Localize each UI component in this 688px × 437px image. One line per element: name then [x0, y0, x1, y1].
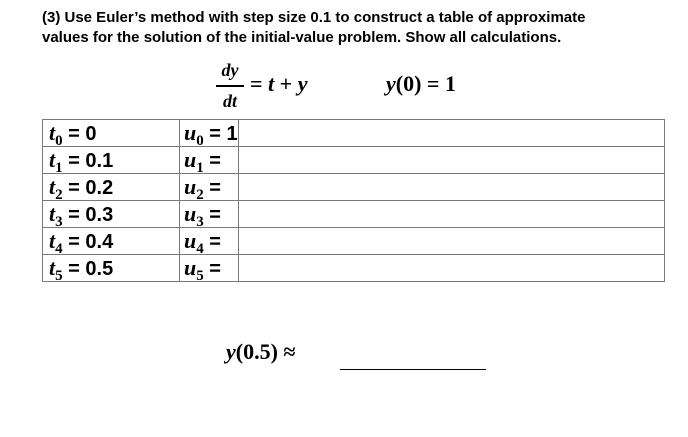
ic-function: y: [386, 71, 396, 96]
approx-sign: ≈: [283, 339, 296, 364]
u-subscript: 1: [196, 160, 204, 176]
final-answer: [226, 339, 296, 365]
table-row: [43, 228, 665, 255]
rhs-y: y: [297, 71, 308, 96]
calculation-cell[interactable]: [238, 255, 664, 282]
u-variable: u: [184, 201, 197, 226]
approximation-cell: [180, 147, 239, 174]
u-value: =: [203, 204, 221, 226]
equals-sign: =: [250, 71, 263, 96]
problem-line-1: (3) Use Euler’s method with step size 0.1 to construct a table of approximate: [42, 9, 586, 26]
table-row: [43, 174, 665, 201]
euler-table: [42, 119, 665, 282]
time-cell: [43, 174, 180, 201]
u-value: =: [203, 231, 221, 253]
t-variable: t: [49, 228, 56, 253]
t-value: = 0.3: [62, 204, 114, 226]
u-value: = 1: [203, 123, 238, 145]
approximation-cell: [180, 201, 239, 228]
t-value: = 0.5: [62, 258, 114, 280]
answer-function: y: [226, 339, 236, 364]
u-value: =: [203, 177, 221, 199]
rhs-t: t: [268, 71, 275, 96]
problem-line-2: values for the solution of the initial-value problem. Show all calculations.: [42, 29, 562, 46]
fraction-numerator: dy: [221, 60, 239, 80]
differential-equation: [0, 58, 688, 114]
u-variable: u: [184, 174, 197, 199]
t-subscript: 1: [55, 160, 63, 176]
t-variable: t: [49, 174, 56, 199]
time-cell: [43, 255, 180, 282]
answer-blank-line[interactable]: [340, 369, 486, 370]
u-variable: u: [184, 228, 197, 253]
table-row: [43, 147, 665, 174]
t-variable: t: [49, 201, 56, 226]
time-cell: [43, 120, 180, 147]
time-cell: [43, 228, 180, 255]
initial-condition: [386, 71, 456, 97]
u-subscript: 3: [196, 214, 204, 230]
fraction-bar: [216, 85, 244, 87]
approximation-cell: [180, 174, 239, 201]
u-subscript: 0: [196, 133, 204, 149]
derivative-fraction: [216, 58, 244, 113]
t-subscript: 4: [55, 241, 63, 257]
table-row: [43, 255, 665, 282]
table-row: [43, 120, 665, 147]
u-subscript: 2: [196, 187, 204, 203]
approximation-cell: [180, 120, 239, 147]
calculation-cell[interactable]: [238, 174, 664, 201]
t-variable: t: [49, 147, 56, 172]
ic-value: 1: [444, 71, 456, 96]
u-variable: u: [184, 147, 197, 172]
u-variable: u: [184, 120, 197, 145]
t-value: = 0.4: [62, 231, 114, 253]
t-value: = 0: [62, 123, 97, 145]
calculation-cell[interactable]: [238, 147, 664, 174]
euler-table-body: [43, 120, 665, 282]
plus-sign: +: [279, 71, 293, 96]
approximation-cell: [180, 228, 239, 255]
ic-equals-sign: =: [426, 71, 440, 96]
time-cell: [43, 147, 180, 174]
t-value: = 0.1: [62, 150, 114, 172]
fraction-denominator: dt: [222, 91, 237, 111]
calculation-cell[interactable]: [238, 120, 664, 147]
t-value: = 0.2: [62, 177, 114, 199]
t-variable: t: [49, 255, 56, 280]
u-subscript: 5: [196, 268, 204, 284]
time-cell: [43, 201, 180, 228]
t-subscript: 0: [55, 133, 63, 149]
approximation-cell: [180, 255, 239, 282]
u-subscript: 4: [196, 241, 204, 257]
t-subscript: 5: [55, 268, 63, 284]
u-variable: u: [184, 255, 197, 280]
ic-argument: (0): [395, 71, 422, 96]
problem-statement: [42, 8, 682, 48]
u-value: =: [203, 258, 221, 280]
equation-rhs: [250, 71, 307, 97]
t-subscript: 2: [55, 187, 63, 203]
t-variable: t: [49, 120, 56, 145]
t-subscript: 3: [55, 214, 63, 230]
u-value: =: [203, 150, 221, 172]
answer-argument: (0.5): [235, 339, 278, 364]
calculation-cell[interactable]: [238, 228, 664, 255]
calculation-cell[interactable]: [238, 201, 664, 228]
table-row: [43, 201, 665, 228]
